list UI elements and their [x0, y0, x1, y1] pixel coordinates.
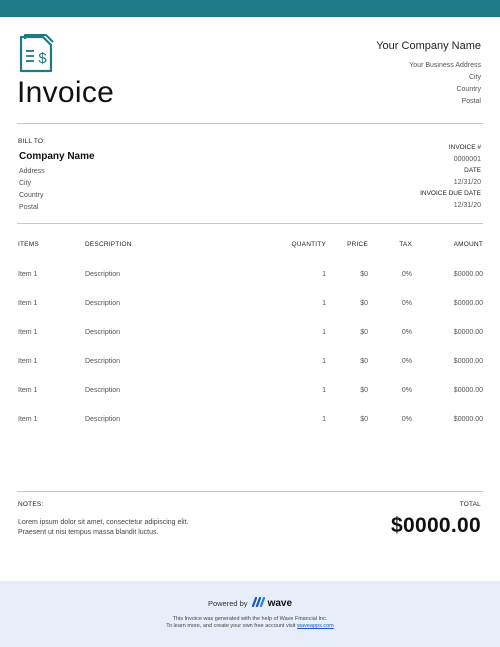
cell-description: Description [85, 271, 121, 278]
table-row [18, 376, 483, 405]
cell-quantity: 1 [322, 387, 326, 394]
divider [17, 491, 483, 492]
bill-to-section [18, 138, 95, 214]
table-body [18, 260, 483, 434]
table-row [18, 405, 483, 434]
cell-description: Description [85, 416, 121, 423]
cell-item: Item 1 [18, 271, 38, 278]
footer-signup-text: To learn more, and create your own free account visit [166, 623, 296, 629]
header-amount: AMOUNT [453, 240, 483, 248]
cell-amount: $0000.00 [453, 387, 483, 394]
cell-amount: $0000.00 [453, 300, 483, 307]
cell-item: Item 1 [18, 329, 38, 336]
cell-price: $0 [360, 416, 368, 423]
cell-item: Item 1 [18, 387, 38, 394]
cell-tax: 0% [401, 358, 412, 365]
cell-amount: $0000.00 [453, 329, 483, 336]
divider [17, 123, 483, 124]
total-label: TOTAL [459, 501, 481, 508]
bill-to-postal: Postal [19, 204, 39, 211]
wave-logo[interactable] [252, 597, 292, 610]
powered-by-label: Powered by [207, 599, 248, 608]
cell-description: Description [85, 387, 121, 394]
notes-label: NOTES: [18, 501, 44, 508]
due-date-label: INVOICE DUE DATE [420, 190, 481, 197]
header-price: PRICE [347, 240, 368, 248]
header-description: DESCRIPTION [85, 240, 132, 248]
company-name: Your Company Name [376, 40, 481, 52]
notes-line: Lorem ipsum dolor sit amet, consectetur adipiscing elit. [18, 519, 189, 526]
invoice-dollar-icon [18, 33, 54, 73]
cell-price: $0 [360, 358, 368, 365]
invoice-meta [420, 142, 481, 211]
table-row [18, 260, 483, 289]
notes-line: Praesent ut nisi tempus massa blandit luctus. [18, 529, 159, 536]
header-tax: TAX [399, 240, 412, 248]
cell-amount: $0000.00 [453, 358, 483, 365]
table-row [18, 289, 483, 318]
cell-description: Description [85, 300, 121, 307]
bill-to-country: Country [19, 192, 44, 199]
cell-tax: 0% [401, 416, 412, 423]
waveapps-link[interactable]: waveapps.com [297, 623, 334, 629]
notes-text [18, 518, 188, 538]
cell-quantity: 1 [322, 416, 326, 423]
invoice-date: 12/31/20 [453, 178, 481, 186]
cell-quantity: 1 [322, 329, 326, 336]
notes-section [18, 501, 188, 538]
powered-by [0, 597, 500, 610]
company-address: Your Business Address [409, 62, 481, 69]
company-info [376, 40, 481, 108]
cell-quantity: 1 [322, 358, 326, 365]
due-date: 12/31/20 [453, 201, 481, 209]
footer-note: This Invoice was generated with the help of Wave Financial Inc. [172, 616, 328, 622]
divider [17, 223, 483, 224]
cell-amount: $0000.00 [453, 416, 483, 423]
wave-logo-icon [252, 597, 266, 610]
cell-price: $0 [360, 387, 368, 394]
cell-tax: 0% [401, 300, 412, 307]
company-postal: Postal [461, 98, 481, 105]
svg-text:$: $ [38, 50, 47, 67]
cell-item: Item 1 [18, 416, 38, 423]
cell-tax: 0% [401, 271, 412, 278]
table-row [18, 347, 483, 376]
cell-quantity: 1 [322, 271, 326, 278]
cell-quantity: 1 [322, 300, 326, 307]
table-header [18, 239, 483, 249]
bill-to-label: BILL TO: [18, 138, 46, 145]
table-row [18, 318, 483, 347]
header-quantity: QUANTITY [291, 240, 326, 248]
cell-description: Description [85, 329, 121, 336]
bill-to-address: Address [19, 168, 45, 175]
cell-description: Description [85, 358, 121, 365]
cell-price: $0 [360, 271, 368, 278]
header-items: ITEMS [18, 240, 39, 248]
invoice-number: 0000001 [453, 155, 481, 163]
cell-amount: $0000.00 [453, 271, 483, 278]
cell-tax: 0% [401, 387, 412, 394]
footer-signup [0, 623, 500, 630]
cell-price: $0 [360, 300, 368, 307]
company-city: City [468, 74, 481, 81]
bill-to-city: City [19, 180, 32, 187]
company-country: Country [456, 86, 481, 93]
line-items-table [18, 239, 483, 434]
date-label: DATE [464, 167, 481, 174]
total-amount: $0000.00 [391, 514, 481, 537]
cell-tax: 0% [401, 329, 412, 336]
top-accent-bar [0, 0, 500, 17]
bill-to-company-name: Company Name [19, 151, 95, 162]
total-section [391, 501, 481, 538]
cell-item: Item 1 [18, 358, 38, 365]
cell-price: $0 [360, 329, 368, 336]
cell-item: Item 1 [18, 300, 38, 307]
page-title: Invoice [17, 76, 115, 109]
wave-brand-text: wave [267, 598, 293, 609]
footer [0, 581, 500, 647]
invoice-number-label: INVOICE # [448, 144, 481, 151]
